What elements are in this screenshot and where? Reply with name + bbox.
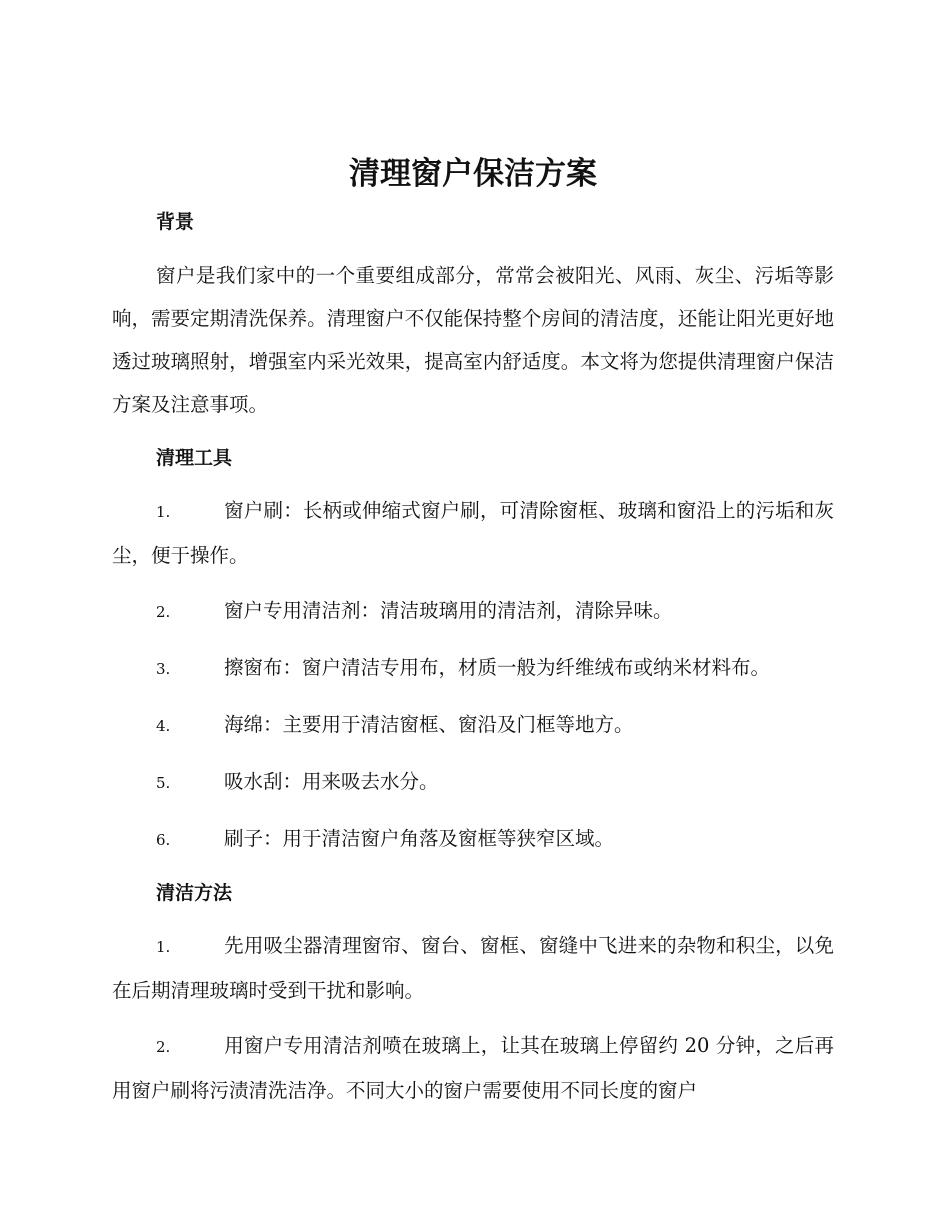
document-body xyxy=(112,146,834,1112)
list-number: 6. xyxy=(156,831,171,849)
list-item xyxy=(112,817,834,862)
list-item xyxy=(112,646,834,691)
list-number: 2. xyxy=(156,603,171,621)
list-number: 1. xyxy=(156,503,171,521)
list-item-text: 刷子：用于清洁窗户角落及窗框等狭窄区域。 xyxy=(224,827,615,850)
list-number: 1. xyxy=(156,938,171,956)
list-number: 2. xyxy=(156,1038,171,1056)
list-number: 3. xyxy=(156,660,171,678)
list-item xyxy=(112,924,834,1012)
background-paragraph: 窗户是我们家中的一个重要组成部分，常常会被阳光、风雨、灰尘、污垢等影响，需要定期清洗保养。清理窗户不仅能保持整个房间的清洁度，还能让阳光更好地透过玻璃照射，增强室内采光效果，提高室内舒适度。本文将为您提供清理窗户保洁方案及注意事项。 xyxy=(112,264,834,416)
list-item-text: 用窗户专用清洁剂喷在玻璃上，让其在玻璃上停留约 20 分钟，之后再用窗户刷将污渍清洗洁净。不同大小的窗户需要使用不同长度的窗户 xyxy=(112,1034,834,1102)
list-item-text: 吸水刮：用来吸去水分。 xyxy=(224,770,439,793)
section-heading-tools: 清理工具 xyxy=(156,447,233,469)
list-item-text: 先用吸尘器清理窗帘、窗台、窗框、窗缝中飞进来的杂物和积尘，以免在后期清理玻璃时受到干扰和影响。 xyxy=(112,934,834,1002)
list-item-text: 擦窗布：窗户清洁专用布，材质一般为纤维绒布或纳米材料布。 xyxy=(224,656,771,679)
list-item-text: 窗户刷：长柄或伸缩式窗户刷，可清除窗框、玻璃和窗沿上的污垢和灰尘，便于操作。 xyxy=(112,499,834,567)
list-item xyxy=(112,489,834,577)
section-heading-background: 背景 xyxy=(156,211,195,233)
list-item-text: 窗户专用清洁剂：清洁玻璃用的清洁剂，清除异味。 xyxy=(224,599,673,622)
list-item xyxy=(112,760,834,805)
list-item-text: 海绵：主要用于清洁窗框、窗沿及门框等地方。 xyxy=(224,713,634,736)
document-title: 清理窗户保洁方案 xyxy=(349,156,597,192)
list-item xyxy=(112,1024,834,1112)
list-number: 5. xyxy=(156,774,171,792)
list-item xyxy=(112,703,834,748)
list-number: 4. xyxy=(156,717,171,735)
section-heading-methods: 清洁方法 xyxy=(156,882,233,904)
list-item xyxy=(112,589,834,634)
